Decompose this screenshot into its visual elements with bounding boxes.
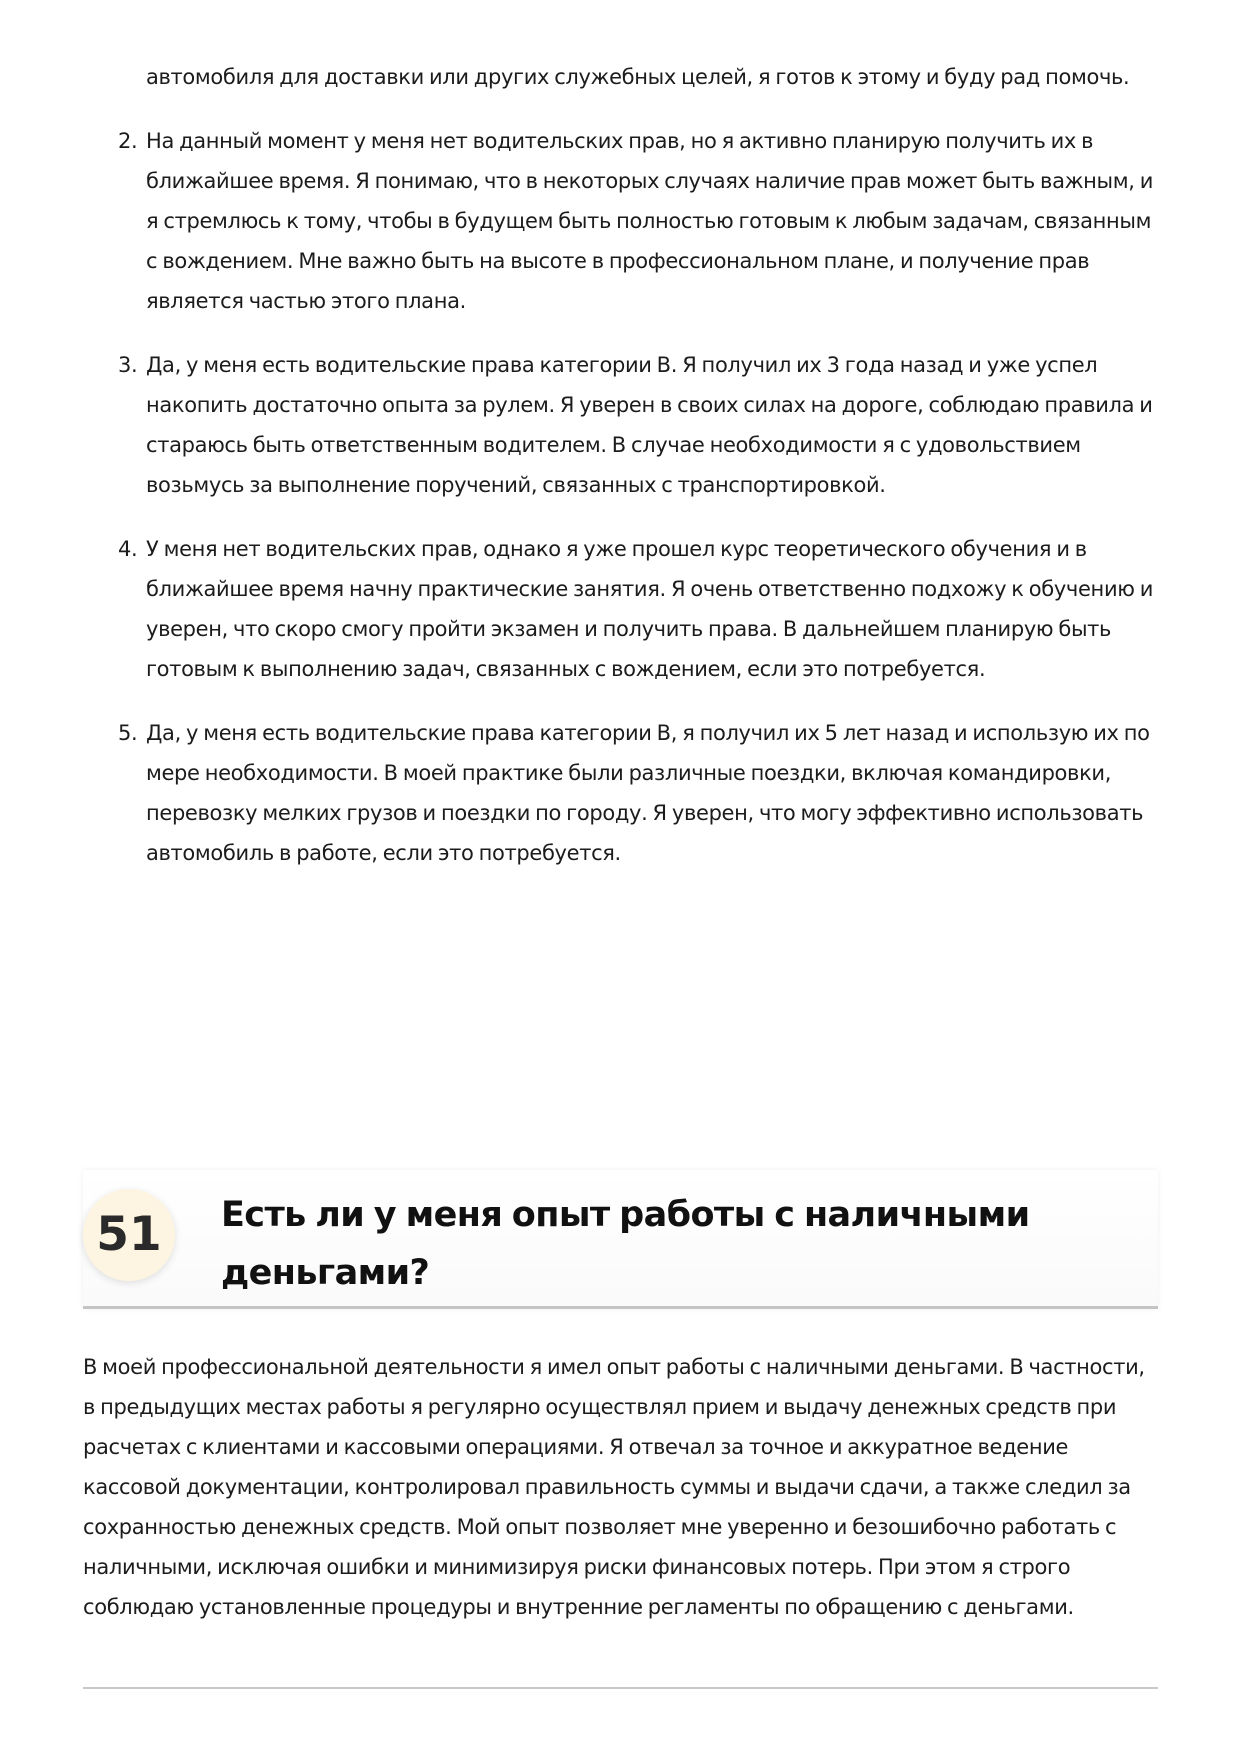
list-item-text: На данный момент у меня нет водительских прав, но я активно планирую получить их в ближайшее время. Я понимаю, что в некоторых случаях наличие прав может быть важным, и я стремлюсь к тому, чтобы в будущем быть полностью готовым к любым задачам, связанным с вождением. Мне важно быть на высоте в профессиональном плане, и получение прав является частью этого плана. [146,129,1154,313]
list-item-text: Да, у меня есть водительские права категории B. Я получил их 3 года назад и уже успел накопить достаточно опыта за рулем. Я уверен в своих силах на дороге, соблюдаю правила и стараюсь быть ответственным водителем. В случае необходимости я с удовольствием возьмусь за выполнение поручений, связанных с транспортировкой. [146,353,1153,497]
list-item [0,121,1239,321]
answer-paragraph: В моей профессиональной деятельности я имел опыт работы с наличными деньгами. В частности, в предыдущих местах работы я регулярно осуществлял прием и выдачу денежных средств при расчетах с клиентами и кассовыми операциями. Я отвечал за точное и аккуратное ведение кассовой документации, контролировал правильность суммы и выдачи сдачи, а также следил за сохранностью денежных средств. Мой опыт позволяет мне уверенно и безошибочно работать с наличными, исключая ошибки и минимизируя риски финансовых потерь. При этом я строго соблюдаю установленные процедуры и внутренние регламенты по обращению с деньгами. [83,1355,1145,1619]
question-header [83,1170,1158,1309]
question-number-badge: 51 [83,1189,175,1281]
list-item-continuation [0,57,1239,97]
list-item [0,529,1239,689]
list-item-number: 4. [118,537,138,561]
list-item-text: У меня нет водительских прав, однако я уже прошел курс теоретического обучения и в ближайшее время начну практические занятия. Я очень ответственно подхожу к обучению и уверен, что скоро смогу пройти экзамен и получить права. В дальнейшем планирую быть готовым к выполнению задач, связанных с вождением, если это потребуется. [146,537,1153,681]
list-item-number: 5. [118,721,138,745]
list-item [0,713,1239,873]
list-item-text: Да, у меня есть водительские права категории B, я получил их 5 лет назад и использую их по мере необходимости. В моей практике были различные поездки, включая командировки, перевозку мелких грузов и поездки по городу. Я уверен, что могу эффективно использовать автомобиль в работе, если это потребуется. [146,721,1150,865]
question-title: Есть ли у меня опыт работы с наличными деньгами? [221,1195,1030,1293]
list-item [0,345,1239,505]
list-item-number: 2. [118,129,138,153]
list-item-text: автомобиля для доставки или других служебных целей, я готов к этому и буду рад помочь. [146,65,1130,89]
list-item-number: 3. [118,353,138,377]
section-divider [83,1687,1158,1689]
answer-list [0,57,1239,897]
